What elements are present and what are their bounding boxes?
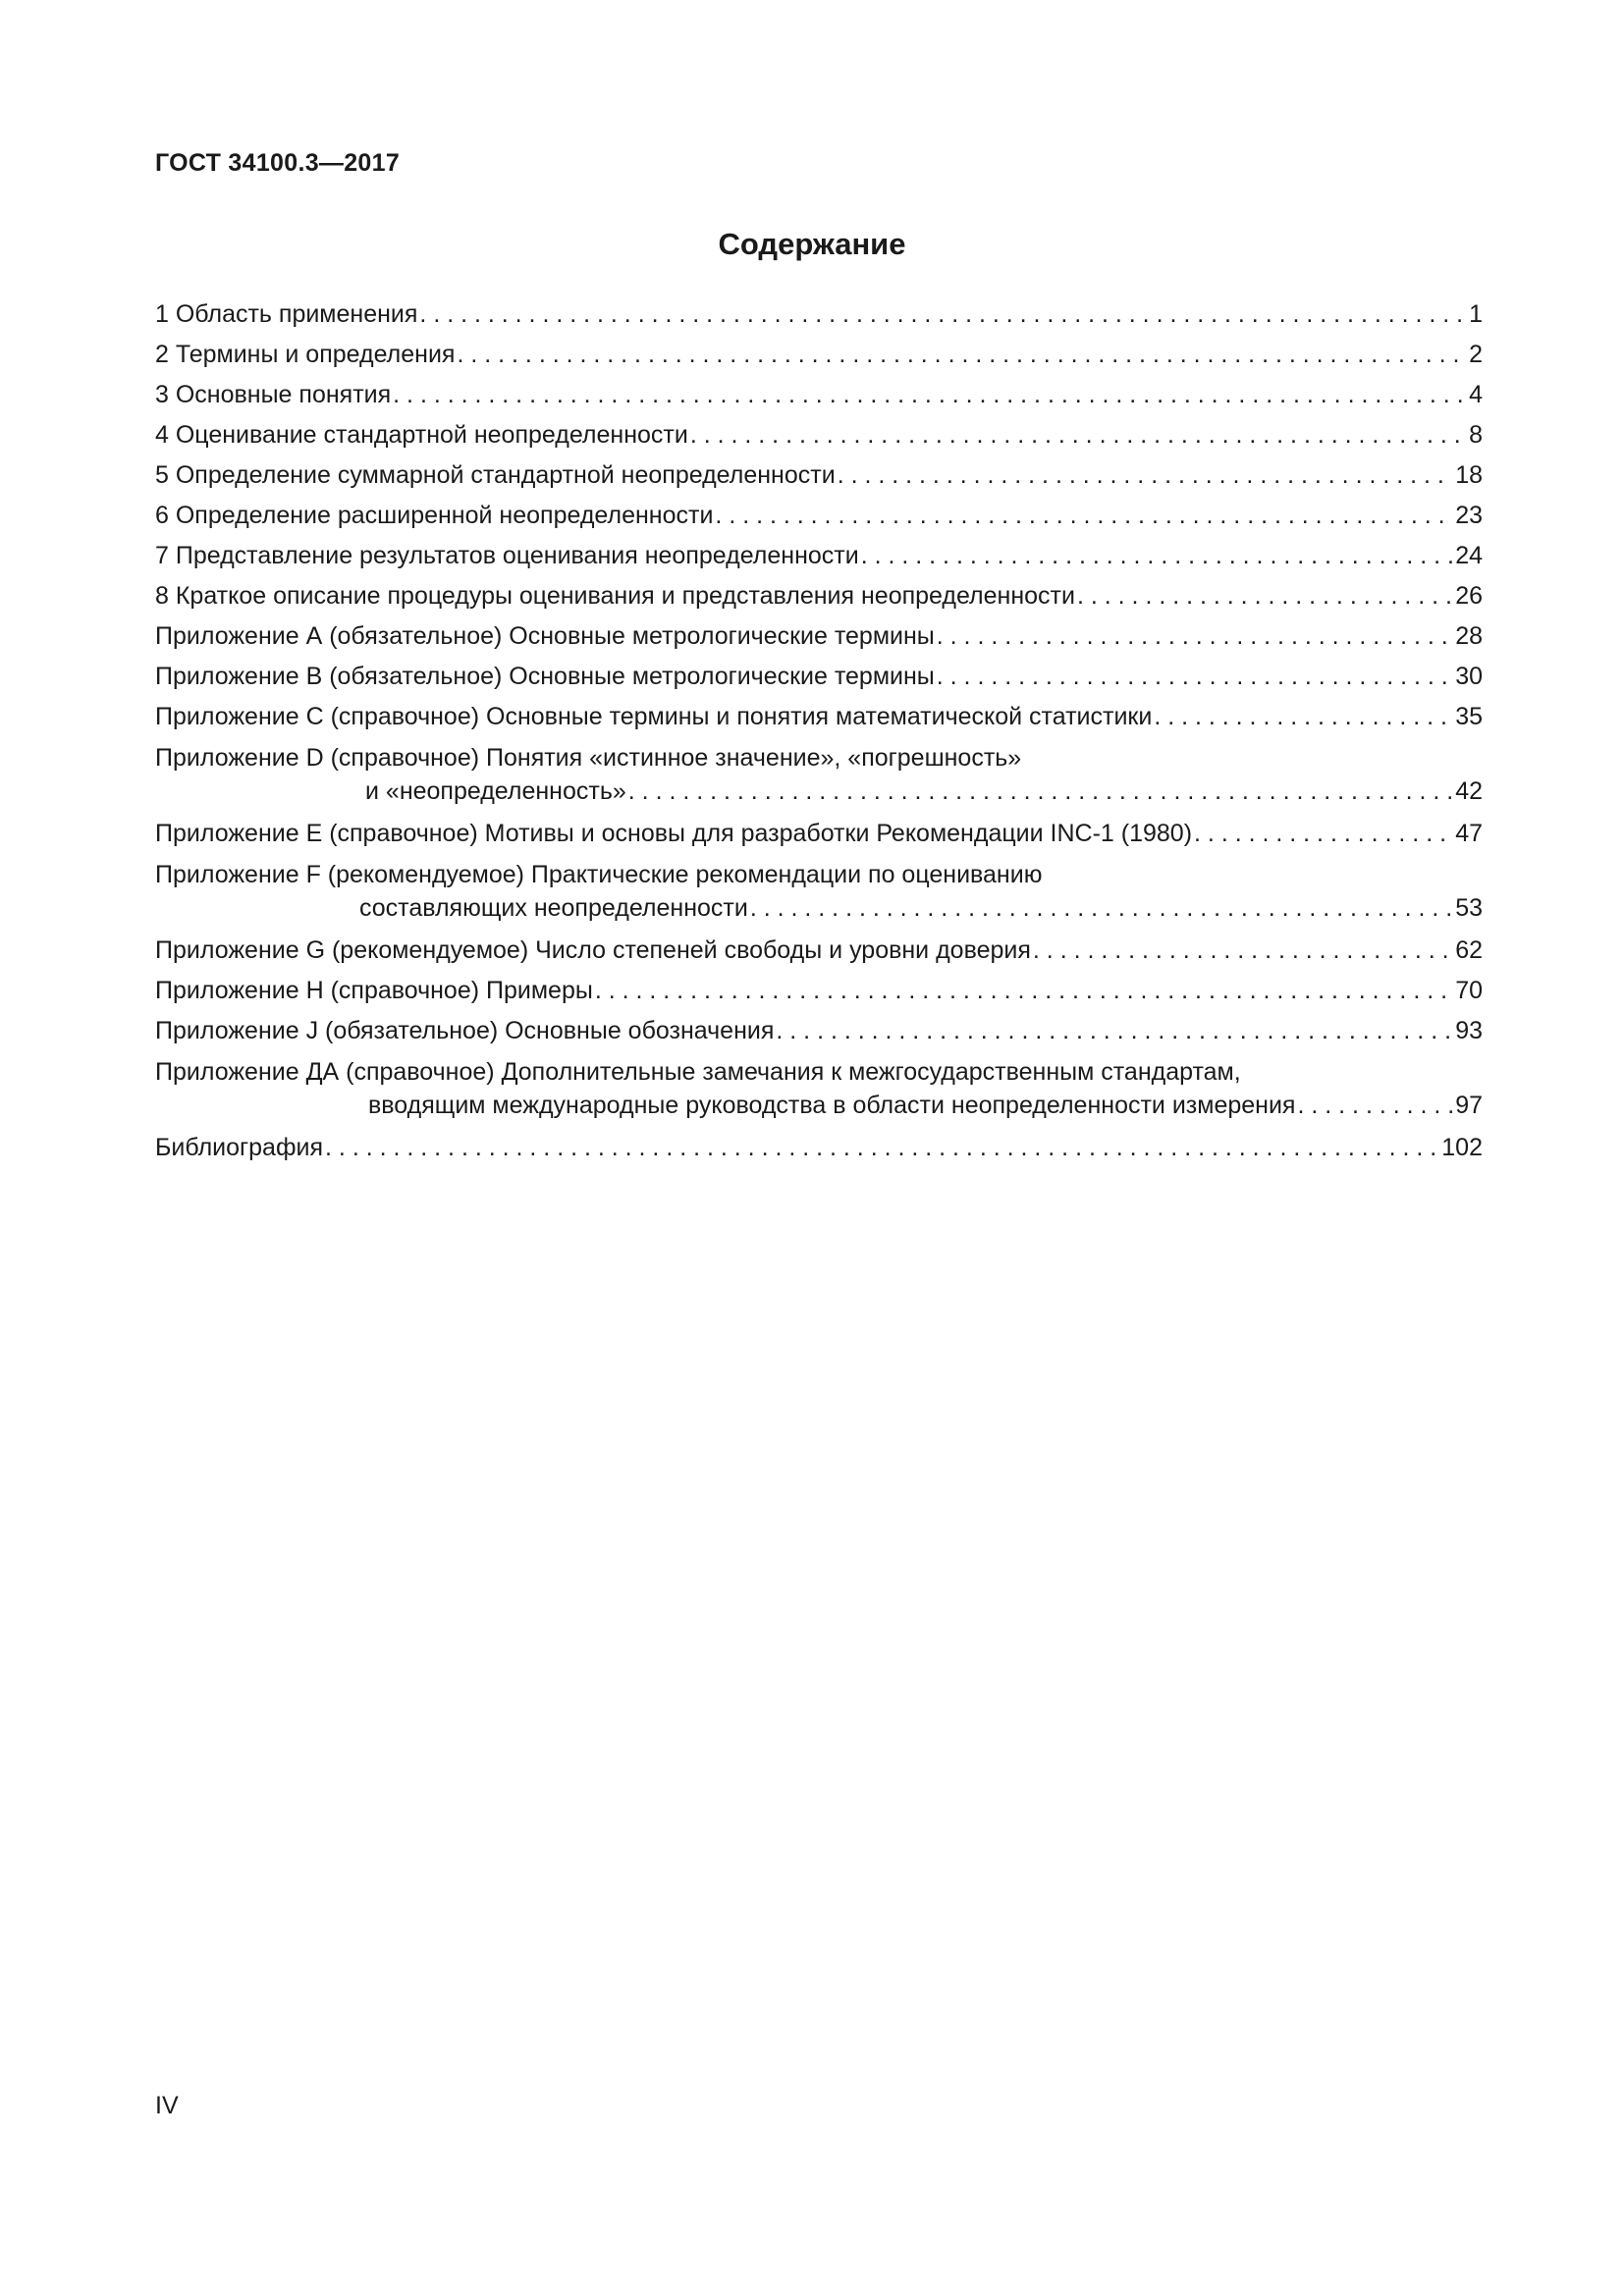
toc-entry-title: Библиография [155,1134,324,1161]
toc-entry-title: Приложение J (обязательное) Основные обозначения [155,1017,775,1044]
dot-leader [776,1011,1453,1051]
toc-entry-page: 28 [1455,622,1483,650]
toc-entry[interactable] [155,697,1483,737]
toc-entry[interactable] [155,455,1483,496]
dot-leader [937,657,1453,697]
toc-entry[interactable] [155,814,1483,854]
dot-leader [1077,576,1453,616]
toc-entry-page: 47 [1455,820,1483,847]
toc-entry-title: Приложение С (справочное) Основные термины и понятия математической статистики [155,703,1153,730]
toc-entry-page: 4 [1469,381,1483,408]
toc-entry-page: 26 [1455,582,1483,610]
toc-entry-title: 6 Определение расширенной неопределенности [155,502,714,529]
dot-leader [1194,814,1453,854]
toc-entry[interactable] [155,335,1483,375]
dot-leader [838,455,1454,496]
toc-entry-title-continued: составляющих неопределенности [359,894,748,922]
toc-entry-title: Приложение А (обязательное) Основные метрологические термины [155,622,935,650]
toc-entry[interactable] [155,616,1483,657]
toc-entry-page: 2 [1469,341,1483,368]
toc-entry-page: 1 [1469,300,1483,328]
dot-leader [595,971,1453,1011]
toc-entry-title-continued: вводящим международные руководства в области неопределенности измерения [368,1092,1296,1119]
toc-entry-title: Приложение Н (справочное) Примеры [155,977,593,1004]
toc-entry[interactable] [155,415,1483,455]
toc-entry[interactable] [155,576,1483,616]
toc-entry-title: 4 Оценивание стандартной неопределенности [155,421,688,449]
toc-entry-title: Приложение G (рекомендуемое) Число степеней свободы и уровни доверия [155,936,1031,964]
toc-entry[interactable] [155,741,1483,808]
toc-entry[interactable] [155,1055,1483,1122]
toc-entry-page: 18 [1455,461,1483,489]
toc-entry-page: 42 [1455,777,1483,805]
dot-leader [715,496,1453,536]
toc-entry-page: 23 [1455,502,1483,529]
toc-entry-title: 5 Определение суммарной стандартной неопределенности [155,461,836,489]
dot-leader [750,891,1453,925]
toc-entry-title: Приложение Е (справочное) Мотивы и основы для разработки Рекомендации INC-1 (1980) [155,820,1193,847]
toc-entry-title: Приложение В (обязательное) Основные метрологические термины [155,663,935,690]
toc-entry-title: 3 Основные понятия [155,381,392,408]
toc-entry-page: 70 [1455,977,1483,1004]
dot-leader [1154,697,1453,737]
toc-entry-title: Приложение D (справочное) Понятия «истинное значение», «погрешность» [155,744,1022,772]
toc-entry[interactable] [155,1128,1483,1168]
dot-leader [628,774,1453,808]
toc-entry-page: 35 [1455,703,1483,730]
toc-entry[interactable] [155,931,1483,971]
toc-entry[interactable] [155,971,1483,1011]
toc-entry-title-continued: и «неопределенность» [365,777,626,805]
dot-leader [937,616,1453,657]
toc-entry[interactable] [155,858,1483,925]
toc-entry-title: 8 Краткое описание процедуры оценивания и представления неопределенности [155,582,1075,610]
toc-entry-page: 102 [1441,1134,1483,1161]
toc-entry-page: 24 [1455,542,1483,569]
table-of-contents [155,294,1483,1168]
toc-entry-title: Приложение ДА (справочное) Дополнительные замечания к межгосударственным стандартам, [155,1058,1241,1086]
toc-entry-page: 30 [1455,663,1483,690]
toc-entry[interactable] [155,657,1483,697]
dot-leader [457,335,1467,375]
toc-entry[interactable] [155,536,1483,576]
toc-entry-title: 7 Представление результатов оценивания неопределенности [155,542,859,569]
toc-entry[interactable] [155,375,1483,415]
dot-leader [1033,931,1453,971]
toc-entry-title: 2 Термины и определения [155,341,456,368]
toc-entry-page: 62 [1455,936,1483,964]
toc-entry-page: 93 [1455,1017,1483,1044]
document-code: ГОСТ 34100.3—2017 [155,149,401,177]
toc-entry[interactable] [155,496,1483,536]
dot-leader [393,375,1467,415]
dot-leader [690,415,1467,455]
toc-title: Содержание [718,227,906,261]
dot-leader [419,294,1467,335]
toc-entry-title: Приложение F (рекомендуемое) Практические рекомендации по оцениванию [155,861,1043,888]
dot-leader [861,536,1453,576]
page-number: IV [155,2092,179,2119]
dot-leader [325,1128,1439,1168]
dot-leader [1297,1089,1453,1122]
toc-entry[interactable] [155,1011,1483,1051]
toc-entry[interactable] [155,294,1483,335]
toc-entry-page: 97 [1455,1092,1483,1119]
toc-entry-title: 1 Область применения [155,300,418,328]
toc-entry-page: 53 [1455,894,1483,922]
toc-entry-page: 8 [1469,421,1483,449]
